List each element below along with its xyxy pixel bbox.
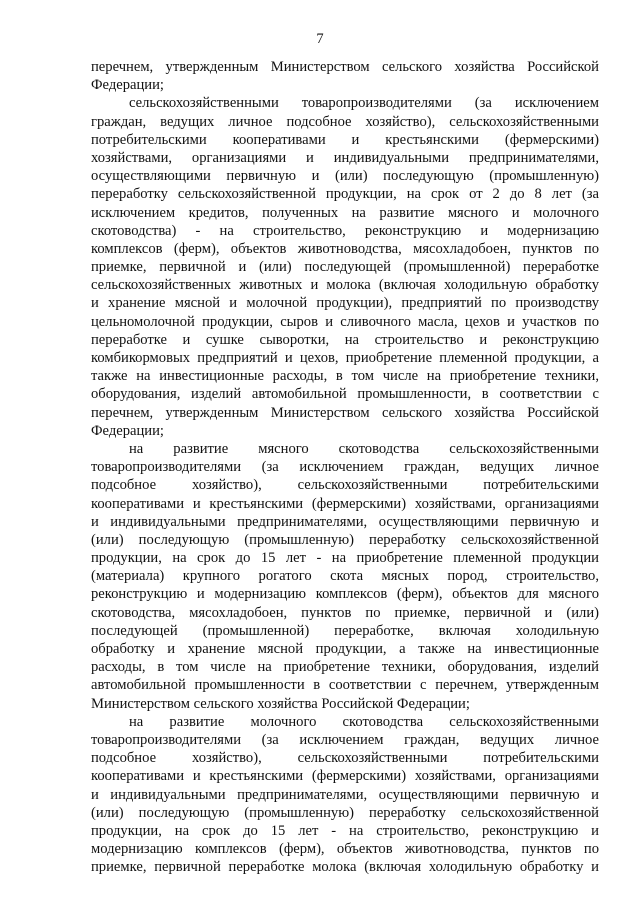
- text-line: реконструкцию и модернизацию комплексов (ферм), объектов для мясного: [91, 586, 599, 603]
- text-line: кооперативами и крестьянскими (фермерскими) хозяйствами, организациями: [91, 768, 599, 785]
- text-line: (материала) крупного рогатого скота мясных пород, строительство,: [91, 568, 599, 585]
- text-line: комбикормовых предприятий и цехов, приобретение племенной продукции, а: [91, 350, 599, 366]
- text-line: товаропроизводителями (за исключением граждан, ведущих личное: [91, 731, 599, 748]
- text-line: последующей (промышленной) переработке, включая холодильную: [91, 622, 599, 639]
- document-body: [91, 58, 599, 876]
- text-line: хозяйствами, организациями и индивидуальными предпринимателями,: [91, 149, 599, 166]
- text-line: подсобное хозяйство), сельскохозяйственными потребительскими: [91, 750, 599, 767]
- text-line: и индивидуальными предпринимателями, осуществляющими первичную и: [91, 786, 599, 803]
- text-line: приемке, первичной переработке молока (включая холодильную обработку и: [91, 859, 599, 876]
- text-line: обработку и хранение мясной продукции, а также на инвестиционные: [91, 641, 599, 657]
- text-line: приемке, первичной и (или) последующей (промышленной) переработке: [91, 259, 599, 276]
- text-line: потребительскими кооперативами и крестьянскими (фермерскими): [91, 131, 599, 148]
- text-line: на развитие молочного скотоводства сельскохозяйственными: [129, 713, 599, 730]
- text-line: перечнем, утвержденным Министерством сельского хозяйства Российской: [91, 404, 599, 421]
- text-line: оборудования, изделий автомобильной промышленности, в соответствии с: [91, 386, 599, 403]
- text-line: на развитие мясного скотоводства сельскохозяйственными: [129, 440, 599, 457]
- text-line: и индивидуальными предпринимателями, осуществляющими первичную и: [91, 513, 599, 530]
- text-line: скотоводства, мясохладобоен, пунктов по приемке, первичной и (или): [91, 604, 599, 621]
- text-line: Федерации;: [91, 77, 164, 94]
- text-line: подсобное хозяйство), сельскохозяйственными потребительскими: [91, 477, 599, 494]
- text-line: и хранение мясной и молочной продукции), предприятий по производству: [91, 295, 599, 312]
- text-line: перечнем, утвержденным Министерством сельского хозяйства Российской: [91, 59, 599, 75]
- text-line: скотоводства) - на строительство, реконструкцию и модернизацию: [91, 222, 599, 239]
- text-line: (или) последующую (промышленную) переработку сельскохозяйственной: [91, 531, 599, 548]
- text-line: комплексов (ферм), объектов животноводства, мясохладобоен, пунктов по: [91, 240, 599, 257]
- text-line: переработку сельскохозяйственной продукции, на срок от 2 до 8 лет (за: [91, 186, 599, 203]
- text-line: исключением кредитов, полученных на развитие мясного и молочного: [91, 204, 599, 221]
- page-number: 7: [316, 31, 324, 47]
- text-line: Министерством сельского хозяйства Российской Федерации;: [91, 695, 470, 712]
- text-line: товаропроизводителями (за исключением граждан, ведущих личное: [91, 459, 599, 476]
- text-line: модернизацию комплексов (ферм), объектов животноводства, пунктов по: [91, 841, 599, 858]
- text-line: продукции, на срок до 15 лет - на строительство, реконструкцию и: [91, 822, 599, 839]
- text-line: переработке и сушке сыворотки, на строительство и реконструкцию: [91, 331, 599, 348]
- text-line: сельскохозяйственных животных и молока (включая холодильную обработку: [91, 277, 599, 294]
- text-line: Федерации;: [91, 422, 164, 439]
- text-line: (или) последующую (промышленную) переработку сельскохозяйственной: [91, 804, 599, 821]
- text-line: продукции, на срок до 15 лет - на приобретение племенной продукции: [91, 550, 599, 567]
- text-line: кооперативами и крестьянскими (фермерскими) хозяйствами, организациями: [91, 495, 599, 512]
- text-line: сельскохозяйственными товаропроизводителями (за исключением: [129, 95, 599, 112]
- text-line: также на инвестиционные расходы, в том числе на приобретение техники,: [91, 368, 599, 385]
- text-line: расходы, в том числе на приобретение техники, оборудования, изделий: [91, 659, 599, 676]
- text-line: осуществляющими первичную и (или) последующую (промышленную): [91, 168, 599, 185]
- text-line: цельномолочной продукции, сыров и сливочного масла, цехов и участков по: [91, 313, 599, 330]
- text-line: автомобильной промышленности в соответствии с перечнем, утвержденным: [91, 677, 599, 694]
- text-line: граждан, ведущих личное подсобное хозяйство), сельскохозяйственными: [91, 113, 599, 130]
